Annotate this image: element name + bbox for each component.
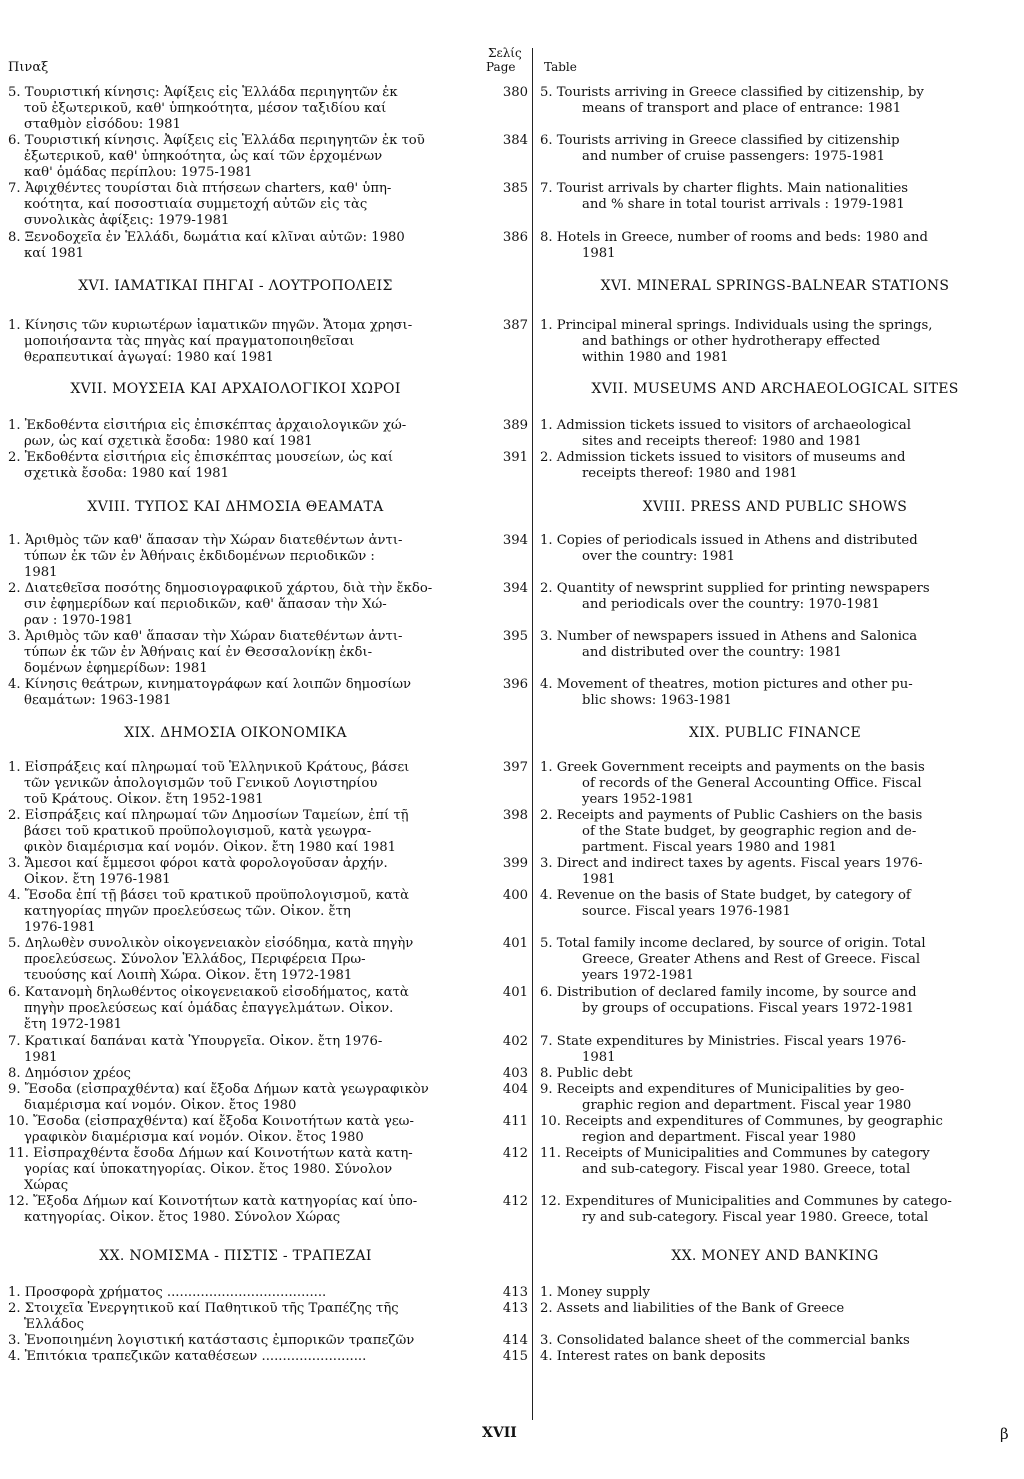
entry-greek-line: σχετικὰ ἔσοδα: 1980 καί 1981 (24, 466, 229, 481)
entry-greek-line: τευούσης καί Λοιπὴ Χώρα. Οἰκον. ἔτη 1972-1981 (24, 968, 353, 983)
entry-greek (8, 318, 463, 366)
entry-greek-line: 2. Στοιχεῖα Ἐνεργητικοῦ καί Παθητικοῦ τῆς Τραπέζης τῆς (8, 1301, 399, 1316)
entry-english-line: 4. Movement of theatres, motion pictures and other pu- (540, 677, 913, 692)
entry-greek-line: γραφικὸν διαμέρισμα καί νομόν. Οἰκον. ἔτος 1980 (24, 1130, 364, 1145)
entry-greek (8, 85, 463, 133)
section-heading-english: XX. MONEY AND BANKING (671, 1248, 879, 1264)
entry-page-number: 391 (502, 450, 528, 465)
entry-greek (8, 936, 463, 984)
entry-greek-line: 6. Τουριστική κίνησις. Ἀφίξεις εἰς Ἑλλάδα περιηγητῶν ἐκ τοῦ (8, 133, 425, 148)
entry-page-number: 384 (502, 133, 528, 148)
entry-greek-line: 10. Ἔσοδα (εἰσπραχθέντα) καί ἔξοδα Κοινοτήτων κατὰ γεω- (8, 1114, 414, 1129)
entry-greek-line: φικὸν διαμέρισμα καί νομόν. Οἰκον. ἔτη 1980 καί 1981 (24, 840, 397, 855)
entry-page-number: 414 (502, 1333, 528, 1348)
entry-greek-line: 4. Ἐπιτόκια τραπεζικῶν καταθέσεων ......................... (8, 1349, 367, 1364)
entry-english-line: over the country: 1981 (582, 549, 736, 564)
entry-greek-line: καθ' ὁμάδας περίπλου: 1975-1981 (24, 165, 253, 180)
entry-greek-line: ρων, ὡς καί σχετικὰ ἔσοδα: 1980 καί 1981 (24, 434, 313, 449)
entry-english (540, 581, 1010, 613)
header-page-label-greek: Σελίς (488, 46, 522, 60)
footer-page-greek: β (1000, 1425, 1009, 1443)
entry-page-number: 403 (502, 1066, 528, 1081)
entry-greek (8, 856, 463, 888)
entry-page-number: 385 (502, 181, 528, 196)
section-heading-english: XVII. MUSEUMS AND ARCHAEOLOGICAL SITES (591, 381, 959, 397)
entry-english-line: 2. Admission tickets issued to visitors of museums and (540, 450, 906, 465)
entry-greek (8, 1066, 463, 1082)
entry-english (540, 85, 1010, 117)
entry-english-line: 2. Assets and liabilities of the Bank of Greece (540, 1301, 845, 1316)
entry-greek-line: 1. Προσφορὰ χρήματος ...................................... (8, 1285, 327, 1300)
entry-english-line: 2. Receipts and payments of Public Cashiers on the basis (540, 808, 923, 823)
entry-english-line: 5. Tourists arriving in Greece classified by citizenship, by (540, 85, 924, 100)
entry-greek-line: 2. Διατεθεῖσα ποσότης δημοσιογραφικοῦ χάρτου, διὰ τὴν ἔκδο- (8, 581, 433, 596)
entry-english-line: and % share in total tourist arrivals : 1979-1981 (582, 197, 905, 212)
entry-english (540, 985, 1010, 1017)
entry-greek-line: 3. Ἀριθμὸς τῶν καθ' ἅπασαν τὴν Χώραν διατεθέντων ἀντι- (8, 629, 403, 644)
entry-page-number: 386 (502, 230, 528, 245)
entry-greek-line: κατηγορίας. Οἰκον. ἔτος 1980. Σύνολον Χώρας (24, 1210, 341, 1225)
entry-english (540, 808, 1010, 856)
entry-greek (8, 581, 463, 629)
entry-english-line: 9. Receipts and expenditures of Municipalities by geo- (540, 1082, 905, 1097)
entry-greek-line: προελεύσεως. Σύνολον Ἑλλάδος, Περιφέρεια Πρω- (24, 952, 366, 967)
entry-greek (8, 1194, 463, 1226)
entry-english-line: 8. Hotels in Greece, number of rooms and beds: 1980 and (540, 230, 928, 245)
entry-page-number: 380 (502, 85, 528, 100)
entry-page-number: 404 (502, 1082, 528, 1097)
entry-english (540, 936, 1010, 984)
entry-greek-line: Ἑλλάδος (24, 1317, 84, 1332)
entry-greek (8, 181, 463, 229)
footer-page-roman: XVII (482, 1425, 517, 1441)
entry-greek-line: βάσει τοῦ κρατικοῦ προϋπολογισμοῦ, κατὰ γεωγρα- (24, 824, 372, 839)
entry-english-line: graphic region and department. Fiscal year 1980 (582, 1098, 912, 1113)
entry-greek (8, 888, 463, 936)
entry-english-line: blic shows: 1963-1981 (582, 693, 732, 708)
entry-greek-line: καί 1981 (24, 246, 85, 261)
entry-english-line: and sub-category. Fiscal year 1980. Greece, total (582, 1162, 911, 1177)
entry-greek-line: γορίας καί ὑποκατηγορίας. Οἰκον. ἔτος 1980. Σύνολον (24, 1162, 393, 1177)
entry-greek-line: 1. Ἐκδοθέντα εἰσιτήρια εἰς ἐπισκέπτας ἀρχαιολογικῶν χώ- (8, 418, 407, 433)
entry-greek-line: πηγὴν προελεύσεως καί ὁμάδας ἐπαγγελμάτων. Οἰκον. (24, 1001, 394, 1016)
entry-greek (8, 1146, 463, 1194)
entry-english (540, 1034, 1010, 1066)
entry-english-line: receipts thereof: 1980 and 1981 (582, 466, 798, 481)
entry-greek (8, 133, 463, 181)
entry-english (540, 533, 1010, 565)
entry-greek (8, 1301, 463, 1333)
entry-greek-line: 4. Κίνησις θεάτρων, κινηματογράφων καί λοιπῶν δημοσίων (8, 677, 412, 692)
entry-greek (8, 1333, 463, 1349)
entry-english-line: sites and receipts thereof: 1980 and 1981 (582, 434, 862, 449)
entry-greek-line: 5. Τουριστική κίνησις: Ἀφίξεις εἰς Ἑλλάδα περιηγητῶν ἐκ (8, 85, 398, 100)
entry-page-number: 398 (502, 808, 528, 823)
entry-page-number: 401 (502, 985, 528, 1000)
entry-greek (8, 1082, 463, 1114)
entry-english-line: of records of the General Accounting Office. Fiscal (582, 776, 922, 791)
entry-greek-line: θεραπευτικαί ἀγωγαί: 1980 καί 1981 (24, 350, 274, 365)
entry-greek-line: 1976-1981 (24, 920, 96, 935)
entry-greek-line: 1. Εἰσπράξεις καί πληρωμαί τοῦ Ἑλληνικοῦ Κράτους, βάσει (8, 760, 410, 775)
entry-greek-line: 2. Εἰσπράξεις καί πληρωμαί τῶν Δημοσίων Ταμείων, ἐπί τῇ (8, 808, 409, 823)
entry-greek (8, 230, 463, 262)
entry-english (540, 677, 1010, 709)
entry-english-line: 1981 (582, 1050, 616, 1065)
entry-greek-line: 1. Κίνησις τῶν κυριωτέρων ἰαματικῶν πηγῶν. Ἄτομα χρησι- (8, 318, 413, 333)
entry-page-number: 413 (502, 1301, 528, 1316)
entry-english (540, 1082, 1010, 1114)
entry-english-line: years 1952-1981 (582, 792, 694, 807)
entry-english-line: 6. Tourists arriving in Greece classified by citizenship (540, 133, 900, 148)
entry-english-line: 7. State expenditures by Ministries. Fiscal years 1976- (540, 1034, 907, 1049)
entry-english-line: 7. Tourist arrivals by charter flights. Main nationalities (540, 181, 909, 196)
entry-page-number: 387 (502, 318, 528, 333)
entry-english (540, 450, 1010, 482)
section-heading-greek: XVI. ΙΑΜΑΤΙΚΑΙ ΠΗΓΑΙ - ΛΟΥΤΡΟΠΟΛΕΙΣ (78, 278, 393, 294)
entry-greek-line: ἔτη 1972-1981 (24, 1017, 123, 1032)
entry-english-line: and distributed over the country: 1981 (582, 645, 842, 660)
entry-english-line: 1. Admission tickets issued to visitors of archaeological (540, 418, 912, 433)
entry-page-number: 402 (502, 1034, 528, 1049)
entry-greek-line: τοῦ Κράτους. Οἰκον. ἔτη 1952-1981 (24, 792, 264, 807)
entry-english-line: 4. Interest rates on bank deposits (540, 1349, 766, 1364)
entry-greek (8, 808, 463, 856)
entry-english (540, 1301, 1010, 1317)
entry-greek-line: 8. Δημόσιον χρέος (8, 1066, 131, 1081)
section-heading-english: XVIII. PRESS AND PUBLIC SHOWS (642, 499, 908, 515)
entry-english-line: of the State budget, by geographic region and de- (582, 824, 917, 839)
entry-greek (8, 629, 463, 677)
entry-greek-line: 1981 (24, 565, 58, 580)
entry-english-line: source. Fiscal years 1976-1981 (582, 904, 791, 919)
entry-english-line: within 1980 and 1981 (582, 350, 729, 365)
entry-english-line: 1. Copies of periodicals issued in Athens and distributed (540, 533, 918, 548)
entry-english-line: 12. Expenditures of Municipalities and Communes by catego- (540, 1194, 952, 1209)
entry-english-line: 3. Number of newspapers issued in Athens and Salonica (540, 629, 918, 644)
entry-english (540, 1114, 1010, 1146)
entry-greek-line: κατηγορίας πηγῶν προελεύσεως τῶν. Οἰκον. ἔτη (24, 904, 351, 919)
entry-greek-line: σταθμὸν εἰσόδου: 1981 (24, 117, 181, 132)
entry-english-line: years 1972-1981 (582, 968, 694, 983)
entry-greek-line: 12. Ἔξοδα Δήμων καί Κοινοτήτων κατὰ κατηγορίας καί ὑπο- (8, 1194, 418, 1209)
entry-greek-line: 3. Ἄμεσοι καί ἔμμεσοι φόροι κατὰ φορολογοῦσαν ἀρχήν. (8, 856, 388, 871)
entry-english (540, 1066, 1010, 1082)
entry-english-line: 1. Money supply (540, 1285, 650, 1300)
entry-english (540, 1333, 1010, 1349)
header-left-label: Πιναξ (8, 60, 49, 75)
entry-english (540, 230, 1010, 262)
entry-greek (8, 1114, 463, 1146)
entry-page-number: 399 (502, 856, 528, 871)
entry-page-number: 397 (502, 760, 528, 775)
entry-english-line: 1. Principal mineral springs. Individuals using the springs, (540, 318, 933, 333)
entry-english (540, 181, 1010, 213)
entry-greek-line: τῶν γενικῶν ἀπολογισμῶν τοῦ Γενικοῦ Λογιστηρίου (24, 776, 378, 791)
entry-greek-line: 7. Κρατικαί δαπάναι κατὰ Ὑπουργεῖα. Οἰκον. ἔτη 1976- (8, 1034, 383, 1049)
entry-english (540, 629, 1010, 661)
entry-greek-line: τύπων ἐκ τῶν ἐν Ἀθήναις καί ἐν Θεσσαλονίκῃ ἐκδι- (24, 645, 373, 660)
entry-english-line: 1981 (582, 246, 616, 261)
entry-english-line: 1. Greek Government receipts and payments on the basis (540, 760, 925, 775)
entry-greek-line: συνολικὰς ἀφίξεις: 1979-1981 (24, 213, 230, 228)
entry-english (540, 1194, 1010, 1226)
entry-page-number: 394 (502, 533, 528, 548)
entry-english-line: 8. Public debt (540, 1066, 633, 1081)
entry-page-number: 394 (502, 581, 528, 596)
entry-english-line: 5. Total family income declared, by source of origin. Total (540, 936, 926, 951)
entry-english (540, 1285, 1010, 1301)
entry-greek (8, 760, 463, 808)
entry-page-number: 396 (502, 677, 528, 692)
header-table-label: Table (544, 60, 577, 74)
section-heading-greek: XVIII. ΤΥΠΟΣ ΚΑΙ ΔΗΜΟΣΙΑ ΘΕΑΜΑΤΑ (87, 499, 384, 515)
entry-greek-line: 8. Ξενοδοχεῖα ἐν Ἑλλάδι, δωμάτια καί κλῖναι αὐτῶν: 1980 (8, 230, 405, 245)
entry-greek-line: τύπων ἐκ τῶν ἐν Ἀθήναις ἐκδιδομένων περιοδικῶν : (24, 549, 375, 564)
entry-page-number: 401 (502, 936, 528, 951)
entry-greek-line: 5. Δηλωθὲν συνολικὸν οἰκογενειακὸν εἰσόδημα, κατὰ πηγὴν (8, 936, 414, 951)
entry-english (540, 133, 1010, 165)
entry-greek-line: ραν : 1970-1981 (24, 613, 134, 628)
entry-english (540, 1146, 1010, 1178)
header-page-label-english: Page (486, 60, 516, 74)
entry-greek-line: 2. Ἐκδοθέντα εἰσιτήρια εἰς ἐπισκέπτας μουσείων, ὡς καί (8, 450, 394, 465)
entry-english-line: 3. Direct and indirect taxes by agents. Fiscal years 1976- (540, 856, 923, 871)
entry-greek (8, 450, 463, 482)
column-divider (532, 48, 533, 1420)
entry-english (540, 1349, 1010, 1365)
entry-english-line: Greece, Greater Athens and Rest of Greece. Fiscal (582, 952, 921, 967)
entry-greek-line: 1. Ἀριθμὸς τῶν καθ' ἅπασαν τὴν Χώραν διατεθέντων ἀντι- (8, 533, 403, 548)
entry-english-line: and bathings or other hydrotherapy effected (582, 334, 881, 349)
entry-english-line: and periodicals over the country: 1970-1981 (582, 597, 880, 612)
entry-english-line: 3. Consolidated balance sheet of the commercial banks (540, 1333, 910, 1348)
section-heading-english: XVI. MINERAL SPRINGS-BALNEAR STATIONS (600, 278, 950, 294)
entry-english-line: 4. Revenue on the basis of State budget, by category of (540, 888, 911, 903)
entry-english-line: 1981 (582, 872, 616, 887)
entry-page-number: 395 (502, 629, 528, 644)
entry-greek-line: 6. Κατανομὴ δηλωθέντος οἰκογενειακοῦ εἰσοδήματος, κατὰ (8, 985, 409, 1000)
entry-english-line: and number of cruise passengers: 1975-1981 (582, 149, 886, 164)
entry-greek (8, 1034, 463, 1066)
section-heading-english: XIX. PUBLIC FINANCE (688, 725, 862, 741)
entry-page-number: 413 (502, 1285, 528, 1300)
entry-page-number: 415 (502, 1349, 528, 1364)
entry-greek-line: 7. Ἀφιχθέντες τουρίσται διὰ πτήσεων charters, καθ' ὑπη- (8, 181, 392, 196)
entry-greek (8, 985, 463, 1033)
entry-greek-line: θεαμάτων: 1963-1981 (24, 693, 172, 708)
entry-greek-line: μοποιήσαντα τὰς πηγὰς καί πραγματοποιηθεῖσαι (24, 334, 355, 349)
entry-greek-line: σιν ἐφημερίδων καί περιοδικῶν, καθ' ἅπασαν τὴν Χώ- (24, 597, 387, 612)
entry-greek-line: ἐξωτερικοῦ, καθ' ὑπηκοότητα, ὡς καί τῶν ἐρχομένων (24, 149, 383, 164)
entry-english-line: 11. Receipts of Municipalities and Communes by category (540, 1146, 930, 1161)
entry-greek (8, 533, 463, 581)
entry-greek-line: 1981 (24, 1050, 58, 1065)
entry-english (540, 888, 1010, 920)
entry-greek (8, 677, 463, 709)
entry-page-number: 412 (502, 1194, 528, 1209)
entry-english-line: 2. Quantity of newsprint supplied for printing newspapers (540, 581, 930, 596)
entry-greek-line: 3. Ἑνοποιημένη λογιστική κατάστασις ἐμπορικῶν τραπεζῶν (8, 1333, 415, 1348)
section-heading-greek: XVII. ΜΟΥΣΕΙΑ ΚΑΙ ΑΡΧΑΙΟΛΟΓΙΚΟΙ ΧΩΡΟΙ (70, 381, 401, 397)
entry-greek-line: διαμέρισμα καί νομόν. Οἰκον. ἔτος 1980 (24, 1098, 297, 1113)
entry-greek-line: 4. Ἔσοδα ἐπί τῇ βάσει τοῦ κρατικοῦ προϋπολογισμοῦ, κατὰ (8, 888, 410, 903)
entry-english-line: partment. Fiscal years 1980 and 1981 (582, 840, 837, 855)
entry-page-number: 400 (502, 888, 528, 903)
entry-greek-line: δομένων ἐφημερίδων: 1981 (24, 661, 208, 676)
entry-english-line: 6. Distribution of declared family income, by source and (540, 985, 917, 1000)
entry-english (540, 318, 1010, 366)
entry-english (540, 856, 1010, 888)
entry-page-number: 412 (502, 1146, 528, 1161)
entry-page-number: 411 (502, 1114, 528, 1129)
entry-greek-line: Χώρας (24, 1178, 69, 1193)
entry-english-line: means of transport and place of entrance: 1981 (582, 101, 902, 116)
entry-greek (8, 1349, 463, 1365)
entry-english-line: by groups of occupations. Fiscal years 1972-1981 (582, 1001, 915, 1016)
entry-page-number: 389 (502, 418, 528, 433)
entry-greek-line: 9. Ἔσοδα (εἰσπραχθέντα) καί ἔξοδα Δήμων κατὰ γεωγραφικὸν (8, 1082, 429, 1097)
entry-greek-line: κοότητα, καί ποσοστιαία συμμετοχή αὐτῶν εἰς τὰς (24, 197, 368, 212)
entry-greek (8, 1285, 463, 1301)
entry-english-line: 10. Receipts and expenditures of Communes, by geographic (540, 1114, 943, 1129)
entry-english (540, 418, 1010, 450)
entry-greek (8, 418, 463, 450)
entry-english-line: ry and sub-category. Fiscal year 1980. Greece, total (582, 1210, 929, 1225)
entry-greek-line: Οἰκον. ἔτη 1976-1981 (24, 872, 171, 887)
entry-greek-line: τοῦ ἐξωτερικοῦ, καθ' ὑπηκοότητα, μέσον ταξιδίου καί (24, 101, 387, 116)
entry-english-line: region and department. Fiscal year 1980 (582, 1130, 856, 1145)
section-heading-greek: XX. ΝΟΜΙΣΜΑ - ΠΙΣΤΙΣ - ΤΡΑΠΕΖΑΙ (99, 1248, 372, 1264)
entry-english (540, 760, 1010, 808)
entry-greek-line: 11. Εἰσπραχθέντα ἔσοδα Δήμων καί Κοινοτήτων κατὰ κατη- (8, 1146, 413, 1161)
section-heading-greek: XIX. ΔΗΜΟΣΙΑ ΟΙΚΟΝΟΜΙΚΑ (124, 725, 347, 741)
